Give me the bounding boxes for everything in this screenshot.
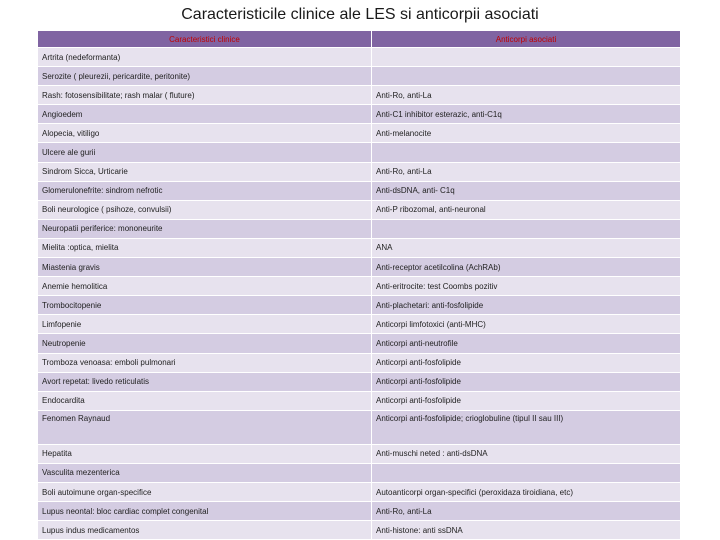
table-row xyxy=(38,277,681,296)
cell-clinical-feature: Alopecia, vitiligo xyxy=(38,124,372,143)
cell-associated-antibody xyxy=(372,219,681,238)
cell-associated-antibody: Anticorpi anti-fosfolipide xyxy=(372,353,681,372)
table-row xyxy=(38,334,681,353)
cell-clinical-feature: Fenomen Raynaud xyxy=(38,410,372,444)
cell-clinical-feature: Rash: fotosensibilitate; rash malar ( fluture) xyxy=(38,86,372,105)
table-row xyxy=(38,315,681,334)
table-row xyxy=(38,124,681,143)
cell-clinical-feature: Lupus indus medicamentos xyxy=(38,521,372,540)
page-title: Caracteristicile clinice ale LES si anticorpii asociati xyxy=(181,6,539,23)
cell-associated-antibody: Anti-melanocite xyxy=(372,124,681,143)
cell-clinical-feature: Endocardita xyxy=(38,391,372,410)
cell-associated-antibody: Anti-Ro, anti-La xyxy=(372,502,681,521)
cell-clinical-feature: Angioedem xyxy=(38,105,372,124)
cell-clinical-feature: Avort repetat: livedo reticulatis xyxy=(38,372,372,391)
cell-clinical-feature: Neutropenie xyxy=(38,334,372,353)
table-row xyxy=(38,162,681,181)
cell-clinical-feature: Artrita (nedeformanta) xyxy=(38,48,372,67)
cell-clinical-feature: Boli neurologice ( psihoze, convulsii) xyxy=(38,200,372,219)
cell-associated-antibody: Anti-muschi neted : anti-dsDNA xyxy=(372,444,681,463)
cell-associated-antibody: Anti-Ro, anti-La xyxy=(372,162,681,181)
table-row xyxy=(38,219,681,238)
table-row xyxy=(38,444,681,463)
cell-associated-antibody: Anticorpi anti-neutrofile xyxy=(372,334,681,353)
table-row xyxy=(38,200,681,219)
table-row xyxy=(38,181,681,200)
cell-clinical-feature: Vasculita mezenterica xyxy=(38,463,372,482)
table-body xyxy=(38,48,681,540)
cell-clinical-feature: Trombocitopenie xyxy=(38,296,372,315)
cell-associated-antibody: Anti-histone: anti ssDNA xyxy=(372,521,681,540)
table-header-row xyxy=(38,31,681,48)
cell-associated-antibody: Anticorpi limfotoxici (anti-MHC) xyxy=(372,315,681,334)
table-row xyxy=(38,391,681,410)
cell-clinical-feature: Serozite ( pleurezii, pericardite, peritonite) xyxy=(38,67,372,86)
table-row xyxy=(38,296,681,315)
cell-clinical-feature: Anemie hemolitica xyxy=(38,277,372,296)
table-row xyxy=(38,372,681,391)
table-row xyxy=(38,258,681,277)
table-row xyxy=(38,463,681,482)
cell-associated-antibody: Anti-plachetari: anti-fosfolipide xyxy=(372,296,681,315)
cell-associated-antibody: Anticorpi anti-fosfolipide xyxy=(372,372,681,391)
cell-associated-antibody xyxy=(372,463,681,482)
table-row xyxy=(38,86,681,105)
cell-clinical-feature: Lupus neontal: bloc cardiac complet congenital xyxy=(38,502,372,521)
cell-clinical-feature: Glomerulonefrite: sindrom nefrotic xyxy=(38,181,372,200)
cell-clinical-feature: Limfopenie xyxy=(38,315,372,334)
cell-associated-antibody: Anticorpi anti-fosfolipide xyxy=(372,391,681,410)
cell-associated-antibody xyxy=(372,67,681,86)
table-row xyxy=(38,410,681,444)
cell-associated-antibody: Autoanticorpi organ-specifici (peroxidaza tiroidiana, etc) xyxy=(372,482,681,501)
cell-clinical-feature: Ulcere ale gurii xyxy=(38,143,372,162)
cell-associated-antibody: Anti-eritrocite: test Coombs pozitiv xyxy=(372,277,681,296)
cell-clinical-feature: Neuropatii periferice: mononeurite xyxy=(38,219,372,238)
cell-associated-antibody: ANA xyxy=(372,238,681,257)
header-associated-antibodies: Anticorpi asociati xyxy=(372,31,681,48)
cell-clinical-feature: Mielita :optica, mielita xyxy=(38,238,372,257)
cell-associated-antibody: Anti-Ro, anti-La xyxy=(372,86,681,105)
table-row xyxy=(38,353,681,372)
table-row xyxy=(38,238,681,257)
cell-clinical-feature: Hepatita xyxy=(38,444,372,463)
header-clinical-features: Caracteristici clinice xyxy=(38,31,372,48)
table-row xyxy=(38,143,681,162)
table-row xyxy=(38,48,681,67)
table-row xyxy=(38,105,681,124)
cell-clinical-feature: Sindrom Sicca, Urticarie xyxy=(38,162,372,181)
table-row xyxy=(38,502,681,521)
cell-clinical-feature: Miastenia gravis xyxy=(38,258,372,277)
cell-associated-antibody xyxy=(372,48,681,67)
cell-associated-antibody: Anti-C1 inhibitor esterazic, anti-C1q xyxy=(372,105,681,124)
cell-clinical-feature: Tromboza venoasa: emboli pulmonari xyxy=(38,353,372,372)
table-row xyxy=(38,521,681,540)
cell-associated-antibody: Anti-receptor acetilcolina (AchRAb) xyxy=(372,258,681,277)
cell-clinical-feature: Boli autoimune organ-specifice xyxy=(38,482,372,501)
cell-associated-antibody xyxy=(372,143,681,162)
table-row xyxy=(38,67,681,86)
table-row xyxy=(38,482,681,501)
cell-associated-antibody: Anti-dsDNA, anti- C1q xyxy=(372,181,681,200)
clinical-antibody-table xyxy=(37,30,681,540)
cell-associated-antibody: Anticorpi anti-fosfolipide; crioglobuline (tipul II sau III) xyxy=(372,410,681,444)
cell-associated-antibody: Anti-P ribozomal, anti-neuronal xyxy=(372,200,681,219)
